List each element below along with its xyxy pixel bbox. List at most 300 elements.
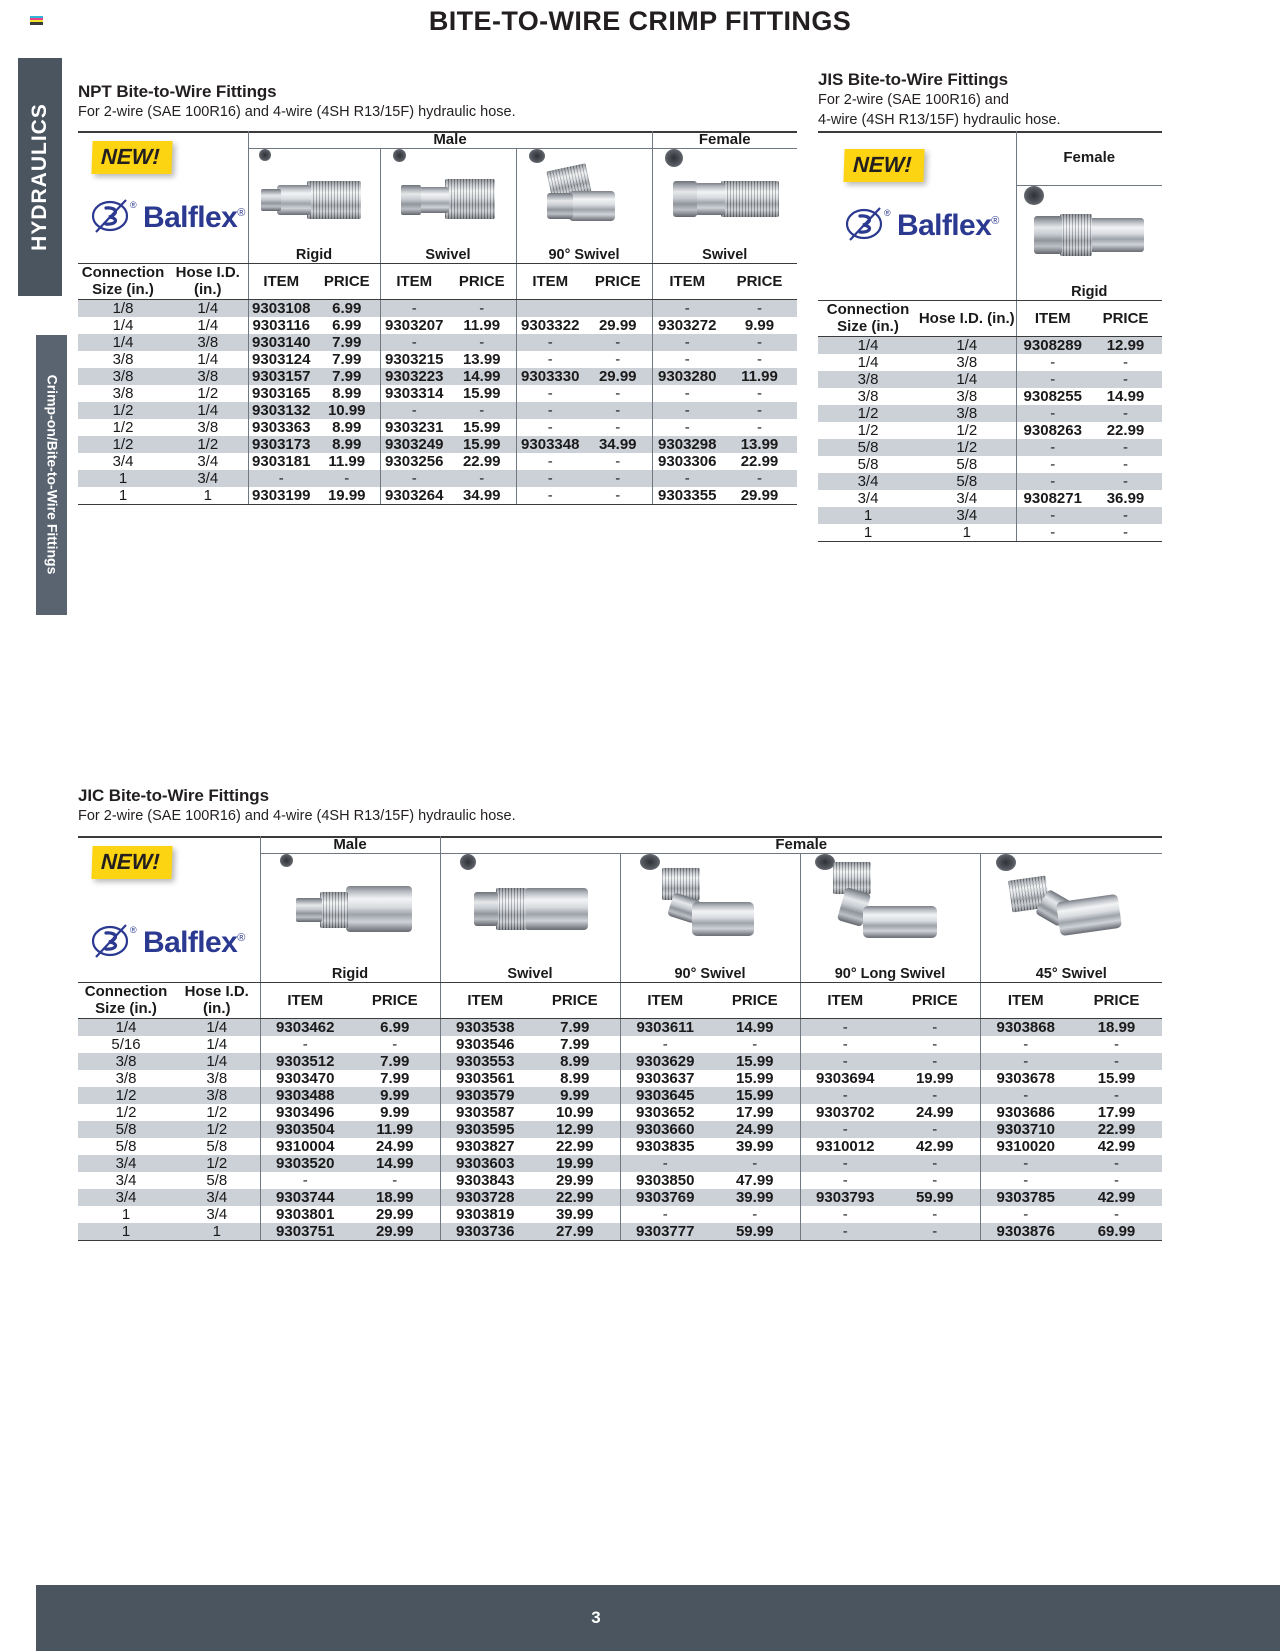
- cell-item-number: -: [800, 1155, 890, 1172]
- cell-item-number: 9303231: [380, 419, 448, 436]
- cell-price: -: [1089, 507, 1162, 524]
- cell-price: -: [1089, 524, 1162, 542]
- cell-item-number: -: [652, 470, 722, 487]
- cell-price: -: [1114, 1205, 1119, 1223]
- cell-item-number: 9310012: [800, 1138, 890, 1155]
- cell-hose-id: 3/8: [956, 353, 978, 371]
- page-title: BITE-TO-WIRE CRIMP FITTINGS: [428, 6, 852, 36]
- table-row: [78, 1121, 1162, 1138]
- cell-price: 22.99: [1071, 1121, 1162, 1138]
- cell-connection-size: 1/2: [78, 402, 168, 419]
- cell-item-number: -: [380, 470, 448, 487]
- cell-item-number: 9308263: [1016, 422, 1089, 439]
- cell-price: 14.99: [1106, 387, 1145, 405]
- cell-price: 39.99: [735, 1137, 774, 1155]
- cell-connection-size: 1: [78, 487, 168, 505]
- cell-connection-size: 1/2: [78, 1087, 174, 1104]
- cell-price: 14.99: [350, 1155, 440, 1172]
- cell-connection-size: 1/4: [818, 336, 918, 354]
- cell-connection-size: 3/8: [78, 1053, 174, 1070]
- cell-price: 59.99: [890, 1189, 980, 1206]
- jic-caption-90-swivel: 90° Swivel: [674, 966, 746, 982]
- cell-price: -: [615, 350, 621, 368]
- balflex-registered-mark: ®: [237, 932, 245, 944]
- table-row: [78, 1138, 1162, 1155]
- jis-image-rigid: [1016, 186, 1162, 301]
- cell-connection-size: 3/8: [857, 387, 879, 405]
- cell-hose-id: 1/2: [168, 436, 248, 453]
- sidebar-tab-hydraulics[interactable]: [18, 58, 62, 296]
- cell-item-number: 9303595: [440, 1121, 530, 1138]
- jic-brand-cell: [78, 836, 260, 983]
- cell-hose-id: 5/8: [206, 1171, 228, 1189]
- cell-item-number: 9303744: [260, 1189, 350, 1206]
- cell-price: 36.99: [1106, 489, 1145, 507]
- cell-connection-size: 5/8: [818, 439, 918, 456]
- npt-column-header-row: [78, 264, 797, 300]
- cell-item-number: 9303827: [440, 1138, 530, 1155]
- balflex-registered-mark: ®: [991, 215, 999, 227]
- cell-item-number: -: [516, 402, 584, 419]
- balflex-wordmark: Balflex®: [143, 926, 245, 959]
- sidebar-tab-crimp-on-bite-to-wire[interactable]: [36, 335, 67, 615]
- npt-image-female-swivel: [652, 149, 797, 264]
- jic-heading: JIC Bite-to-Wire Fittings: [78, 786, 269, 805]
- table-row: [78, 299, 797, 317]
- cell-item-number: 9303769: [620, 1189, 710, 1206]
- cell-price: -: [448, 334, 516, 351]
- cell-item-number: -: [1016, 371, 1089, 388]
- cell-price: 10.99: [314, 402, 380, 419]
- cell-item-number: 9303132: [248, 402, 314, 419]
- cell-item-number: 9303272: [652, 317, 722, 334]
- jic-image-90-long-swivel: [800, 854, 980, 983]
- table-row: [818, 422, 1162, 439]
- cell-item-number: 9303850: [620, 1172, 710, 1189]
- cell-item-number: [516, 299, 584, 317]
- cell-price: 11.99: [350, 1121, 440, 1138]
- cell-price: 15.99: [1097, 1069, 1136, 1087]
- cell-hose-id: 5/8: [206, 1137, 228, 1155]
- cell-item-number: -: [800, 1206, 890, 1223]
- cell-price: 29.99: [722, 487, 797, 505]
- cell-price: -: [1089, 405, 1162, 422]
- cell-price: [584, 299, 652, 317]
- table-row: [78, 385, 797, 402]
- jis-header-connection-size: Connection Size (in.): [818, 301, 918, 337]
- cell-price: -: [1123, 455, 1128, 473]
- cell-price: 19.99: [314, 487, 380, 505]
- cell-price: -: [1071, 1053, 1162, 1070]
- cell-price: -: [890, 1121, 980, 1138]
- cell-item-number: 9303793: [800, 1189, 890, 1206]
- npt-header-hose-id: Hose I.D. (in.): [168, 264, 248, 300]
- cell-item-number: -: [652, 402, 722, 419]
- cell-item-number: 9308255: [1016, 388, 1089, 405]
- cell-connection-size: 1/4: [78, 334, 168, 351]
- cell-price: -: [932, 1035, 938, 1053]
- cell-price: -: [1089, 439, 1162, 456]
- cell-connection-size: 1/2: [112, 418, 134, 436]
- balflex-registered-mark: ®: [237, 207, 245, 219]
- table-row: [78, 1155, 1162, 1172]
- cell-hose-id: 3/4: [168, 470, 248, 487]
- cell-item-number: 9303652: [620, 1104, 710, 1121]
- cell-price: 7.99: [560, 1035, 590, 1053]
- cell-price: 29.99: [350, 1223, 440, 1241]
- cell-hose-id: 1: [174, 1223, 260, 1241]
- cell-item-number: 9303819: [440, 1206, 530, 1223]
- cell-connection-size: 3/8: [112, 384, 134, 402]
- cell-price: -: [932, 1171, 938, 1189]
- jis-brand-cell: [818, 131, 1016, 301]
- npt-image-90-swivel: [516, 149, 652, 264]
- cell-price: -: [722, 470, 797, 487]
- cell-hose-id: 1/4: [168, 299, 248, 317]
- jic-subheading: For 2-wire (SAE 100R16) and 4-wire (4SH R13/15F) hydraulic hose.: [78, 808, 516, 824]
- cell-item-number: -: [980, 1155, 1071, 1172]
- table-row: [78, 1018, 1162, 1036]
- cell-item-number: 9303512: [260, 1053, 350, 1070]
- cell-item-number: 9303553: [440, 1053, 530, 1070]
- cell-item-number: 9303116: [248, 317, 314, 334]
- cell-item-number: -: [800, 1172, 890, 1189]
- cell-hose-id: 3/4: [956, 489, 978, 507]
- cell-price: 22.99: [1106, 421, 1145, 439]
- cell-price: -: [1089, 473, 1162, 490]
- table-row: [818, 524, 1162, 542]
- cell-price: 59.99: [710, 1223, 800, 1241]
- npt-caption-swivel: Swivel: [425, 247, 471, 263]
- npt-header-item-90swivel: ITEM: [516, 264, 584, 300]
- jis-caption-rigid: Rigid: [1071, 284, 1108, 300]
- cell-price: 6.99: [314, 299, 380, 317]
- cell-item-number: 9303355: [652, 487, 722, 505]
- cell-price: 7.99: [350, 1053, 440, 1070]
- table-row: [78, 1104, 1162, 1121]
- cell-item-number: 9303678: [980, 1070, 1071, 1087]
- table-row: [818, 388, 1162, 405]
- cell-item-number: 9303363: [248, 419, 314, 436]
- cell-price: 10.99: [555, 1103, 594, 1121]
- table-row: [78, 317, 797, 334]
- cell-hose-id: 1/4: [918, 371, 1016, 388]
- cell-item-number: 9310004: [260, 1138, 350, 1155]
- cell-price: -: [615, 452, 621, 470]
- jis-subheading-line2: 4-wire (4SH R13/15F) hydraulic hose.: [818, 111, 1061, 128]
- cell-price: -: [757, 384, 762, 402]
- table-row: [78, 334, 797, 351]
- cell-price: 24.99: [915, 1103, 954, 1121]
- cell-item-number: 9303710: [980, 1121, 1071, 1138]
- cell-price: 15.99: [710, 1087, 800, 1104]
- cell-price: 15.99: [462, 418, 501, 436]
- cell-price: -: [1114, 1035, 1119, 1053]
- cell-item-number: 9303736: [440, 1223, 530, 1241]
- cell-item-number: -: [800, 1053, 890, 1070]
- cell-hose-id: 3/8: [918, 405, 1016, 422]
- table-row: [78, 368, 797, 385]
- jic-balflex-logo: [78, 921, 260, 965]
- table-row: [78, 402, 797, 419]
- cell-connection-size: 5/8: [115, 1137, 137, 1155]
- npt-table-body: [78, 299, 797, 504]
- cell-item-number: -: [800, 1121, 890, 1138]
- jic-price-table: [78, 836, 1162, 1241]
- jic-image-90-swivel: [620, 854, 800, 983]
- cell-item-number: 9303173: [248, 436, 314, 453]
- npt-image-rigid: [248, 149, 380, 264]
- table-row: [818, 507, 1162, 524]
- npt-header-price-90swivel: PRICE: [584, 264, 652, 300]
- cell-price: -: [722, 299, 797, 317]
- cell-connection-size: 1/2: [857, 421, 879, 439]
- cell-item-number: 9303603: [440, 1155, 530, 1172]
- cell-item-number: -: [1016, 456, 1089, 473]
- cell-price: 15.99: [448, 436, 516, 453]
- jic-group-male: Male: [260, 836, 440, 854]
- cell-item-number: -: [800, 1036, 890, 1053]
- cell-price: -: [757, 418, 762, 436]
- cell-item-number: 9303777: [620, 1223, 710, 1241]
- cell-item-number: 9303520: [260, 1155, 350, 1172]
- table-row: [78, 1189, 1162, 1206]
- cell-price: 22.99: [740, 452, 779, 470]
- jic-header-price-90long: PRICE: [890, 983, 980, 1019]
- cell-item-number: 9303876: [980, 1223, 1071, 1241]
- cell-item-number: -: [1016, 524, 1089, 542]
- cell-item-number: 9303140: [248, 334, 314, 351]
- npt-header-price-rigid: PRICE: [314, 264, 380, 300]
- page-number: 3: [591, 1608, 601, 1627]
- npt-caption-female-swivel: Swivel: [702, 247, 748, 263]
- cell-item-number: -: [652, 419, 722, 436]
- cell-item-number: 9303579: [440, 1087, 530, 1104]
- npt-balflex-logo: [78, 196, 248, 240]
- cell-item-number: 9303249: [380, 436, 448, 453]
- balflex-mark-icon: [86, 196, 140, 240]
- cell-hose-id: 1/4: [174, 1053, 260, 1070]
- page-footer: [36, 1585, 1280, 1651]
- cell-item-number: 9303322: [516, 317, 584, 334]
- cell-price: 9.99: [350, 1087, 440, 1104]
- cell-item-number: 9303751: [260, 1223, 350, 1241]
- jis-heading: JIS Bite-to-Wire Fittings: [818, 70, 1009, 89]
- cell-price: -: [890, 1053, 980, 1070]
- jis-table-body: [818, 336, 1162, 541]
- cell-price: 69.99: [1071, 1223, 1162, 1241]
- npt-price-table: [78, 131, 797, 505]
- npt-header-price-swivel: PRICE: [448, 264, 516, 300]
- cell-price: 18.99: [1071, 1018, 1162, 1036]
- jic-new-badge: NEW!: [91, 846, 172, 879]
- cell-price: -: [1071, 1087, 1162, 1104]
- jic-table-body: [78, 1018, 1162, 1240]
- cell-price: 42.99: [1097, 1137, 1136, 1155]
- jic-header-item-swivel: ITEM: [440, 983, 530, 1019]
- table-row: [78, 419, 797, 436]
- svg-text:®: ®: [130, 200, 137, 210]
- cell-item-number: 9303694: [800, 1070, 890, 1087]
- cell-item-number: 9310020: [980, 1138, 1071, 1155]
- cell-connection-size: 1: [78, 1223, 174, 1241]
- cell-price: -: [1089, 371, 1162, 388]
- cell-item-number: -: [260, 1172, 350, 1189]
- cell-price: 7.99: [332, 350, 362, 368]
- jic-section-heading-block: [78, 786, 698, 826]
- cell-item-number: -: [980, 1172, 1071, 1189]
- cell-item-number: 9303728: [440, 1189, 530, 1206]
- cell-connection-size: 1/2: [78, 436, 168, 453]
- cell-price: 6.99: [350, 1018, 440, 1036]
- cell-price: -: [1114, 1171, 1119, 1189]
- cell-item-number: 9303868: [980, 1018, 1071, 1036]
- cell-item-number: 9303157: [248, 368, 314, 385]
- npt-brand-cell: [78, 131, 248, 264]
- cell-connection-size: 3/8: [115, 1069, 137, 1087]
- cell-price: -: [615, 418, 621, 436]
- cell-item-number: 9303207: [380, 317, 448, 334]
- cell-item-number: 9303181: [248, 453, 314, 470]
- cell-price: -: [710, 1155, 800, 1172]
- cell-connection-size: 3/4: [857, 489, 879, 507]
- jic-header-price-45swivel: PRICE: [1071, 983, 1162, 1019]
- cell-item-number: -: [516, 385, 584, 402]
- cell-hose-id: 1/2: [956, 421, 978, 439]
- cell-price: 34.99: [584, 436, 652, 453]
- cell-price: 47.99: [735, 1171, 774, 1189]
- table-row: [818, 439, 1162, 456]
- npt-image-swivel: [380, 149, 516, 264]
- table-row: [818, 354, 1162, 371]
- cell-item-number: -: [380, 299, 448, 317]
- cell-item-number: -: [1016, 354, 1089, 371]
- table-row: [78, 453, 797, 470]
- jic-header-connection-size: Connection Size (in.): [78, 983, 174, 1019]
- cell-hose-id: 1/4: [197, 316, 219, 334]
- cell-item-number: 9303462: [260, 1018, 350, 1036]
- jic-caption-swivel: Swivel: [507, 966, 553, 982]
- table-row: [78, 1070, 1162, 1087]
- cell-item-number: -: [248, 470, 314, 487]
- npt-header-price-female: PRICE: [722, 264, 797, 300]
- cell-price: 7.99: [314, 334, 380, 351]
- cell-connection-size: 5/8: [857, 455, 879, 473]
- cell-connection-size: 1/4: [78, 1018, 174, 1036]
- cell-price: -: [392, 1171, 398, 1189]
- table-row: [78, 1172, 1162, 1189]
- cell-price: -: [615, 384, 621, 402]
- sidebar-tab-crimp-label: Crimp-on/Bite-to-Wire Fittings: [44, 374, 61, 575]
- cell-price: -: [584, 470, 652, 487]
- cell-price: 39.99: [555, 1205, 594, 1223]
- cell-hose-id: 1/4: [918, 336, 1016, 354]
- balflex-mark-icon: [840, 204, 894, 248]
- cell-item-number: -: [980, 1206, 1071, 1223]
- cell-connection-size: 5/16: [111, 1035, 141, 1053]
- jic-caption-90-long-swivel: 90° Long Swivel: [834, 966, 946, 982]
- cell-item-number: 9303199: [248, 487, 314, 505]
- cell-item-number: -: [652, 299, 722, 317]
- cell-item-number: -: [516, 419, 584, 436]
- cell-item-number: 9303637: [620, 1070, 710, 1087]
- cell-hose-id: 1: [918, 524, 1016, 542]
- cell-hose-id: 1/4: [206, 1035, 228, 1053]
- jic-caption-45-swivel: 45° Swivel: [1035, 966, 1107, 982]
- cell-item-number: 9303124: [248, 351, 314, 368]
- cell-item-number: 9303660: [620, 1121, 710, 1138]
- jis-header-hose-id: Hose I.D. (in.): [918, 301, 1016, 337]
- cell-item-number: -: [1016, 473, 1089, 490]
- table-row: [78, 436, 797, 453]
- cell-price: -: [752, 1035, 758, 1053]
- jic-image-45-swivel: [980, 854, 1162, 983]
- cell-hose-id: 3/4: [918, 507, 1016, 524]
- cell-item-number: 9303348: [516, 436, 584, 453]
- cell-item-number: 9303546: [440, 1036, 530, 1053]
- npt-header-item-swivel: ITEM: [380, 264, 448, 300]
- cell-price: -: [584, 334, 652, 351]
- jic-image-rigid: [260, 854, 440, 983]
- cell-item-number: 9303488: [260, 1087, 350, 1104]
- cell-hose-id: 3/8: [197, 418, 219, 436]
- cell-price: -: [722, 402, 797, 419]
- cell-item-number: 9303108: [248, 299, 314, 317]
- cell-price: 12.99: [1089, 336, 1162, 354]
- cell-connection-size: 3/4: [78, 1155, 174, 1172]
- cell-item-number: 9303504: [260, 1121, 350, 1138]
- npt-header-item-female: ITEM: [652, 264, 722, 300]
- cell-connection-size: 1: [818, 507, 918, 524]
- cell-price: -: [890, 1087, 980, 1104]
- cell-item-number: -: [380, 402, 448, 419]
- cell-price: -: [448, 402, 516, 419]
- cell-item-number: 9303801: [260, 1206, 350, 1223]
- cell-item-number: -: [380, 334, 448, 351]
- balflex-mark-icon: [86, 921, 140, 965]
- jic-column-header-row: [78, 983, 1162, 1019]
- cell-price: 15.99: [735, 1069, 774, 1087]
- npt-subheading: For 2-wire (SAE 100R16) and 4-wire (4SH R13/15F) hydraulic hose.: [78, 104, 516, 120]
- cell-item-number: 9303264: [380, 487, 448, 505]
- cell-price: -: [752, 1205, 758, 1223]
- cell-item-number: 9303314: [380, 385, 448, 402]
- table-row: [78, 1087, 1162, 1104]
- cell-connection-size: 5/8: [78, 1121, 174, 1138]
- cell-item-number: -: [620, 1206, 710, 1223]
- cell-item-number: 9303835: [620, 1138, 710, 1155]
- sidebar-tab-hydraulics-label: HYDRAULICS: [28, 103, 51, 251]
- cell-item-number: 9303298: [652, 436, 722, 453]
- jis-new-badge: NEW!: [843, 149, 924, 182]
- cell-connection-size: 1: [121, 1205, 131, 1223]
- cell-price: -: [890, 1223, 980, 1241]
- cell-price: 13.99: [462, 350, 501, 368]
- cell-hose-id: 3/4: [206, 1205, 228, 1223]
- jic-image-swivel: [440, 854, 620, 983]
- cell-price: 7.99: [314, 368, 380, 385]
- jis-section-heading-block: [818, 70, 1178, 129]
- npt-group-header-row: [78, 131, 797, 149]
- cell-price: 9.99: [380, 1103, 410, 1121]
- cell-price: 27.99: [530, 1223, 620, 1241]
- cell-connection-size: 1/2: [115, 1103, 137, 1121]
- cell-item-number: -: [980, 1053, 1071, 1070]
- cell-price: -: [392, 1035, 398, 1053]
- cell-price: 29.99: [555, 1171, 594, 1189]
- cell-item-number: 9303645: [620, 1087, 710, 1104]
- table-row: [818, 405, 1162, 422]
